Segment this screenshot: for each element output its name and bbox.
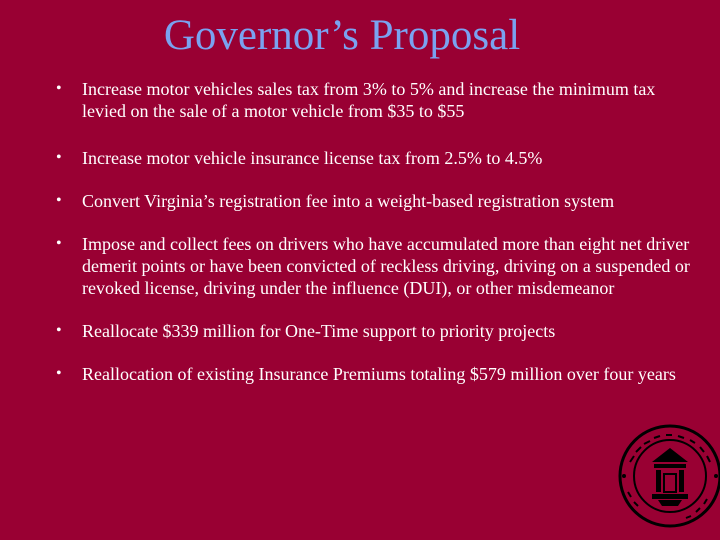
bullet-list bbox=[52, 78, 692, 385]
bullet-item bbox=[52, 78, 692, 122]
slide-title: Governor’s Proposal bbox=[163, 12, 521, 59]
seal-emblem bbox=[652, 448, 688, 506]
bullet-text: Impose and collect fees on drivers who have accumulated more than eight net driver demerit points or have been convicted of reckless driving, driving on a suspended or revoked license, driving under the influence (DUI), or other misdemeanor bbox=[82, 234, 690, 298]
bullet-item bbox=[52, 190, 692, 212]
bullet-dot: • bbox=[56, 365, 62, 382]
bullet-text: Increase motor vehicle insurance license tax from 2.5% to 4.5% bbox=[82, 148, 543, 168]
bullet-text: Reallocate $339 million for One-Time support to priority projects bbox=[82, 321, 556, 341]
bullet-dot: • bbox=[56, 80, 62, 97]
bullet-dot: • bbox=[56, 235, 62, 252]
bullet-dot: • bbox=[56, 149, 62, 166]
bullet-text: Reallocation of existing Insurance Premiums totaling $579 million over four years bbox=[82, 364, 676, 384]
bullet-item bbox=[52, 233, 692, 299]
seal-dot bbox=[622, 474, 626, 478]
bullet-dot: • bbox=[56, 192, 62, 209]
seal-dot bbox=[714, 474, 718, 478]
bullet-item bbox=[52, 320, 692, 342]
state-seal-icon bbox=[612, 418, 720, 534]
bullet-item bbox=[52, 363, 692, 385]
bullet-dot: • bbox=[56, 322, 62, 339]
bullet-text: Convert Virginia’s registration fee into a weight-based registration system bbox=[82, 191, 615, 211]
bullet-text: Increase motor vehicles sales tax from 3% to 5% and increase the minimum tax levied on the sale of a motor vehicle from $35 to $55 bbox=[82, 79, 656, 121]
bullet-item bbox=[52, 147, 692, 169]
